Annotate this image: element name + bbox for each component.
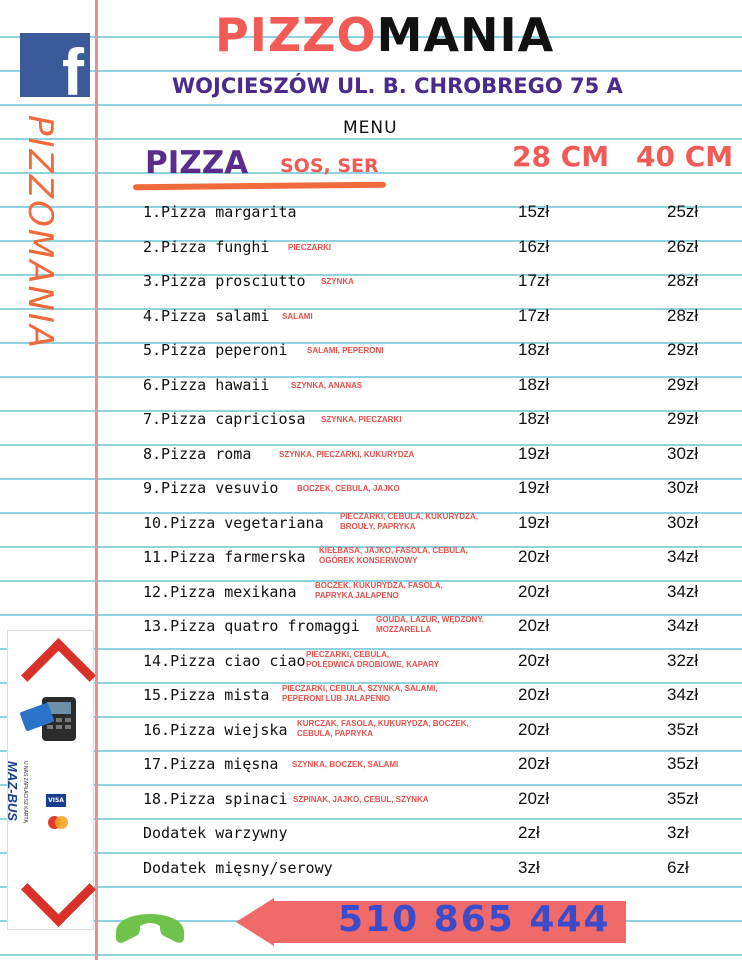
menu-item-row xyxy=(0,406,742,436)
price-40cm: 26zł xyxy=(667,236,699,256)
price-28cm: 2zł xyxy=(518,823,540,842)
menu-item-name: 14.Pizza ciao ciao xyxy=(143,651,306,670)
address: WOJCIESZÓW UL. B. CHROBREGO 75 A xyxy=(172,74,623,98)
menu-item-row xyxy=(0,303,742,333)
menu-item-row xyxy=(0,337,742,367)
card-terminal-icon xyxy=(20,693,84,745)
visa-logo: VISA xyxy=(46,794,66,807)
menu-item-name: Dodatek mięsny/serowy xyxy=(143,858,333,877)
price-28cm: 20zł xyxy=(518,547,550,566)
menu-item-ingredients: BOCZEK, CEBULA, JAJKO xyxy=(297,484,400,493)
price-40cm: 25zł xyxy=(667,202,699,221)
menu-item-row xyxy=(0,268,742,298)
menu-item-name: 16.Pizza wiejska xyxy=(143,720,288,739)
price-40cm: 30zł xyxy=(667,478,699,497)
menu-item-name: 7.Pizza capriciosa xyxy=(143,410,306,428)
phone-number[interactable]: 510 865 444 xyxy=(338,899,611,940)
price-28cm: 17zł xyxy=(518,305,550,325)
price-28cm: 18zł xyxy=(518,409,550,428)
menu-item-ingredients: SZPINAK, JAJKO, CEBUL, SZYNKA xyxy=(293,794,429,804)
price-40cm: 6zł xyxy=(667,857,689,877)
facebook-icon[interactable]: f xyxy=(20,33,90,97)
menu-item-name: 12.Pizza mexikana xyxy=(143,582,297,601)
menu-label: MENU xyxy=(343,118,398,138)
menu-item-row xyxy=(0,234,742,264)
price-28cm: 20zł xyxy=(518,685,550,704)
mastercard-logo xyxy=(48,816,68,830)
menu-item-name: 1.Pizza margarita xyxy=(143,203,297,221)
page-title xyxy=(215,8,555,62)
menu-item-name: 18.Pizza spinaci xyxy=(143,789,288,808)
size-header-28: 28 CM xyxy=(512,140,610,173)
price-40cm: 34zł xyxy=(667,616,699,635)
price-40cm: 30zł xyxy=(667,512,699,532)
price-28cm: 18zł xyxy=(518,340,550,359)
menu-item-ingredients: PIECZARKI, CEBULA, POLĘDWICA DROBIOWE, KAPARY xyxy=(306,649,440,669)
price-28cm: 17zł xyxy=(518,271,550,290)
menu-item-name: 4.Pizza salami xyxy=(143,306,270,325)
size-header-40: 40 CM xyxy=(636,140,734,173)
price-40cm: 29zł xyxy=(667,374,699,394)
section-subheading: SOS, SER xyxy=(280,155,379,177)
price-28cm: 16zł xyxy=(518,236,550,256)
menu-item-ingredients: SALAMI, PEPERONI xyxy=(307,346,384,355)
menu-item-name: 17.Pizza mięsna xyxy=(143,755,279,773)
price-28cm: 19zł xyxy=(518,512,550,532)
payment-note: U NAS ZAPŁACISZ KARTĄ xyxy=(22,761,28,823)
menu-item-name: 2.Pizza funghi xyxy=(143,237,270,256)
price-40cm: 35zł xyxy=(667,788,699,808)
menu-item-row xyxy=(0,717,742,747)
menu-item-ingredients: PIECZARKI, CEBULA, KUKURYDZA, BROUŁY, PAPRYKA xyxy=(340,511,478,531)
price-28cm: 19zł xyxy=(518,478,550,497)
price-28cm: 20zł xyxy=(518,754,550,773)
menu-item-row xyxy=(0,855,742,885)
menu-item-name: 11.Pizza farmerska xyxy=(143,548,306,566)
price-40cm: 29zł xyxy=(667,340,699,359)
menu-item-row xyxy=(0,648,742,678)
menu-item-name: 8.Pizza roma xyxy=(143,444,252,463)
payment-company: MAZ-BUS xyxy=(5,761,20,821)
menu-item-row xyxy=(0,441,742,471)
vertical-brand-text: PIZZOMANIA xyxy=(20,115,60,351)
menu-item-name: 9.Pizza vesuvio xyxy=(143,479,279,497)
title-part-1: PIZZO xyxy=(215,8,377,62)
price-40cm: 35zł xyxy=(667,719,699,739)
payment-card-panel xyxy=(7,630,94,930)
price-28cm: 19zł xyxy=(518,443,550,463)
price-40cm: 3zł xyxy=(667,823,689,842)
menu-item-ingredients: KURCZAK, FASOLA, KUKURYDZA, BOCZEK, CEBULA, PAPRYKA xyxy=(297,718,469,738)
menu-item-ingredients: SZYNKA, PIECZARKI xyxy=(321,415,402,424)
menu-item-ingredients: SZYNKA, ANANAS xyxy=(291,380,363,390)
title-part-2: MANIA xyxy=(376,8,555,62)
payment-brand xyxy=(5,761,28,823)
price-40cm: 30zł xyxy=(667,443,699,463)
price-40cm: 34zł xyxy=(667,685,699,704)
menu-item-row xyxy=(0,510,742,540)
menu-item-ingredients: SALAMI xyxy=(282,311,313,321)
chevron-down-icon xyxy=(21,852,96,927)
menu-item-name: Dodatek warzywny xyxy=(143,824,288,842)
price-28cm: 20zł xyxy=(518,650,550,670)
price-40cm: 34zł xyxy=(667,547,699,566)
menu-item-ingredients: PIECZARKI xyxy=(288,242,332,252)
menu-item-ingredients: SZYNKA, BOCZEK, SALAMI xyxy=(292,760,399,769)
price-40cm: 29zł xyxy=(667,409,699,428)
menu-item-name: 10.Pizza vegetariana xyxy=(143,513,324,532)
menu-item-row xyxy=(0,820,742,850)
menu-item-row xyxy=(0,682,742,712)
price-28cm: 20zł xyxy=(518,616,550,635)
price-40cm: 32zł xyxy=(667,650,699,670)
price-40cm: 35zł xyxy=(667,754,699,773)
menu-item-row xyxy=(0,372,742,402)
price-28cm: 3zł xyxy=(518,857,540,877)
phone-handset-icon xyxy=(110,898,190,946)
menu-item-ingredients: PIECZARKI, CEBULA, SZYNKA, SALAMI, PEPERONI LUB JALAPENIO xyxy=(282,684,438,703)
menu-item-row xyxy=(0,199,742,229)
section-heading: PIZZA xyxy=(145,145,249,181)
menu-item-row xyxy=(0,579,742,609)
price-28cm: 20zł xyxy=(518,719,550,739)
menu-item-name: 3.Pizza prosciutto xyxy=(143,272,306,290)
menu-item-row xyxy=(0,544,742,574)
menu-item-name: 6.Pizza hawaii xyxy=(143,375,270,394)
menu-item-row xyxy=(0,751,742,781)
menu-item-row xyxy=(0,786,742,816)
price-28cm: 20zł xyxy=(518,788,550,808)
menu-item-ingredients: KIEŁBASA, JAJKO, FASOLA, CEBULA, OGÓREK KONSERWOWY xyxy=(319,546,468,565)
price-40cm: 28zł xyxy=(667,305,699,325)
menu-item-ingredients: GOUDA, LAZUR, WĘDZONY, MOZZARELLA xyxy=(376,615,484,634)
menu-item-ingredients: SZYNKA xyxy=(321,277,354,286)
price-28cm: 20zł xyxy=(518,581,550,601)
menu-item-row xyxy=(0,475,742,505)
menu-item-ingredients: BOCZEK, KUKURYDZA, FASOLA, PAPRYKA JALAPENO xyxy=(315,580,443,600)
menu-item-name: 13.Pizza quatro fromaggi xyxy=(143,617,360,635)
menu-item-name: 5.Pizza peperoni xyxy=(143,341,288,359)
price-40cm: 34zł xyxy=(667,581,699,601)
menu-item-ingredients: SZYNKA, PIECZARKI, KUKURYDZA xyxy=(279,449,415,459)
menu-item-row xyxy=(0,613,742,643)
price-28cm: 15zł xyxy=(518,202,550,221)
menu-item-name: 15.Pizza mista xyxy=(143,686,270,704)
price-40cm: 28zł xyxy=(667,271,699,290)
price-28cm: 18zł xyxy=(518,374,550,394)
